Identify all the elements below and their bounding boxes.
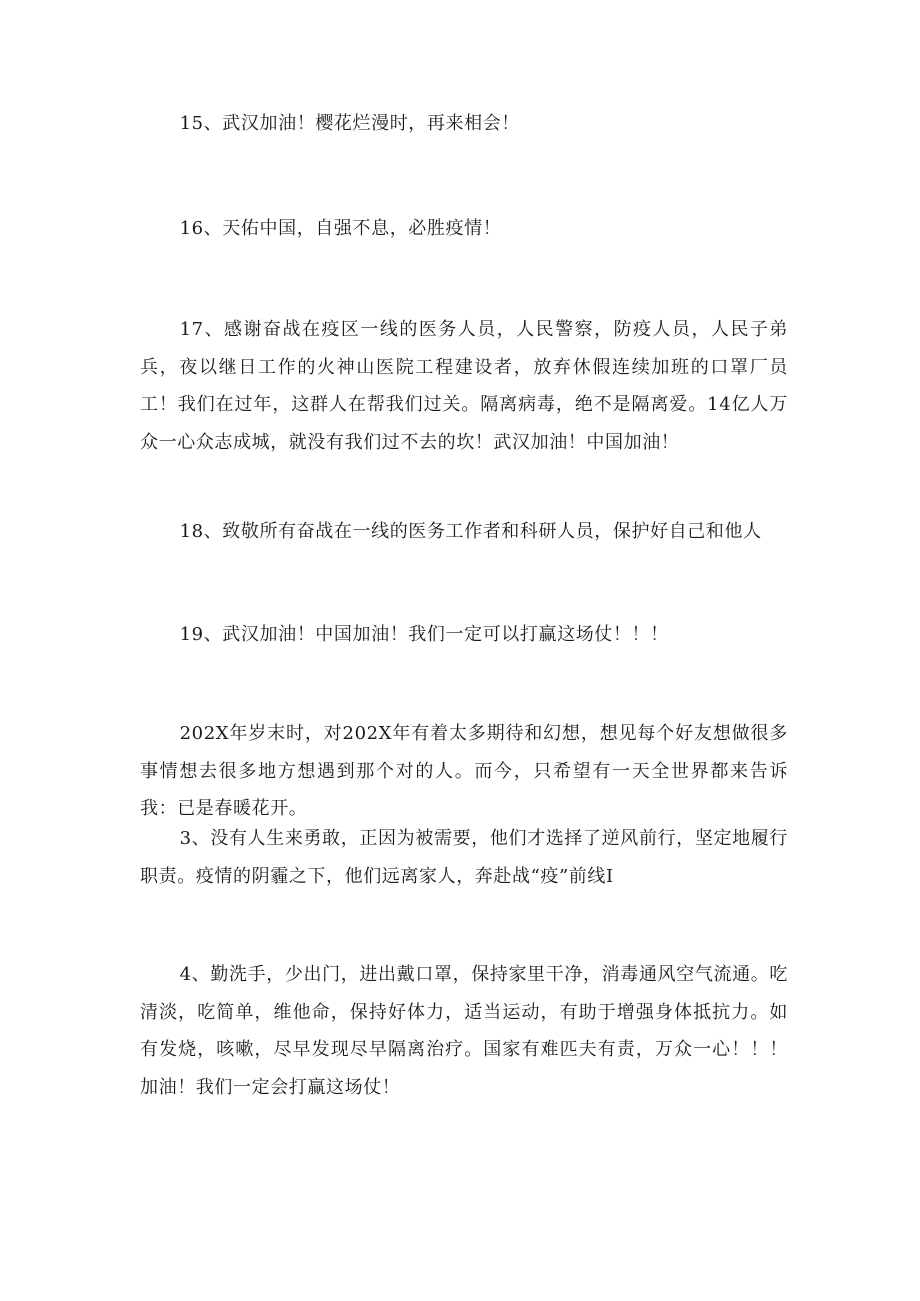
paragraph-16: 16、天佑中国，自强不息，必胜疫情！	[179, 218, 502, 239]
paragraph-4: 4、勤洗手，少出门，进出戴口罩，保持家里干净，消毒通风空气流通。吃清淡，吃简单，维他命，保持好体力，适当运动，有助于增强身体抵抗力。如有发烧，咳嗽，尽早发现尽早隔离治疗。国家有难匹夫有责，万众一心！！！加油！我们一定会打赢这场仗！	[140, 964, 788, 1098]
paragraph-15: 15、武汉加油！樱花烂漫时，再来相会！	[179, 113, 520, 134]
paragraph-year-end: 202X年岁末时，对202X年有着太多期待和幻想，想见每个好友想做很多事情想去很多地方想遇到那个对的人。而今，只希望有一天全世界都来告诉我：已是春暖花开。	[140, 723, 788, 819]
paragraph-17: 17、感谢奋战在疫区一线的医务人员，人民警察，防疫人员，人民子弟兵，夜以继日工作的火神山医院工程建设者，放弃休假连续加班的口罩厂员工！我们在过年，这群人在帮我们过关。隔离病毒，绝不是隔离爱。14亿人万众一心众志成城，就没有我们过不去的坎！武汉加油！中国加油！	[140, 319, 788, 453]
paragraph-19: 19、武汉加油！中国加油！我们一定可以打赢这场仗！！！	[179, 624, 669, 645]
paragraph-18: 18、致敬所有奋战在一线的医务工作者和科研人员，保护好自己和他人	[179, 521, 762, 542]
paragraph-3: 3、没有人生来勇敢，正因为被需要，他们才选择了逆风前行，坚定地履行职责。疫情的阴霾之下，他们远离家人，奔赴战“疫”前线I	[140, 828, 788, 887]
